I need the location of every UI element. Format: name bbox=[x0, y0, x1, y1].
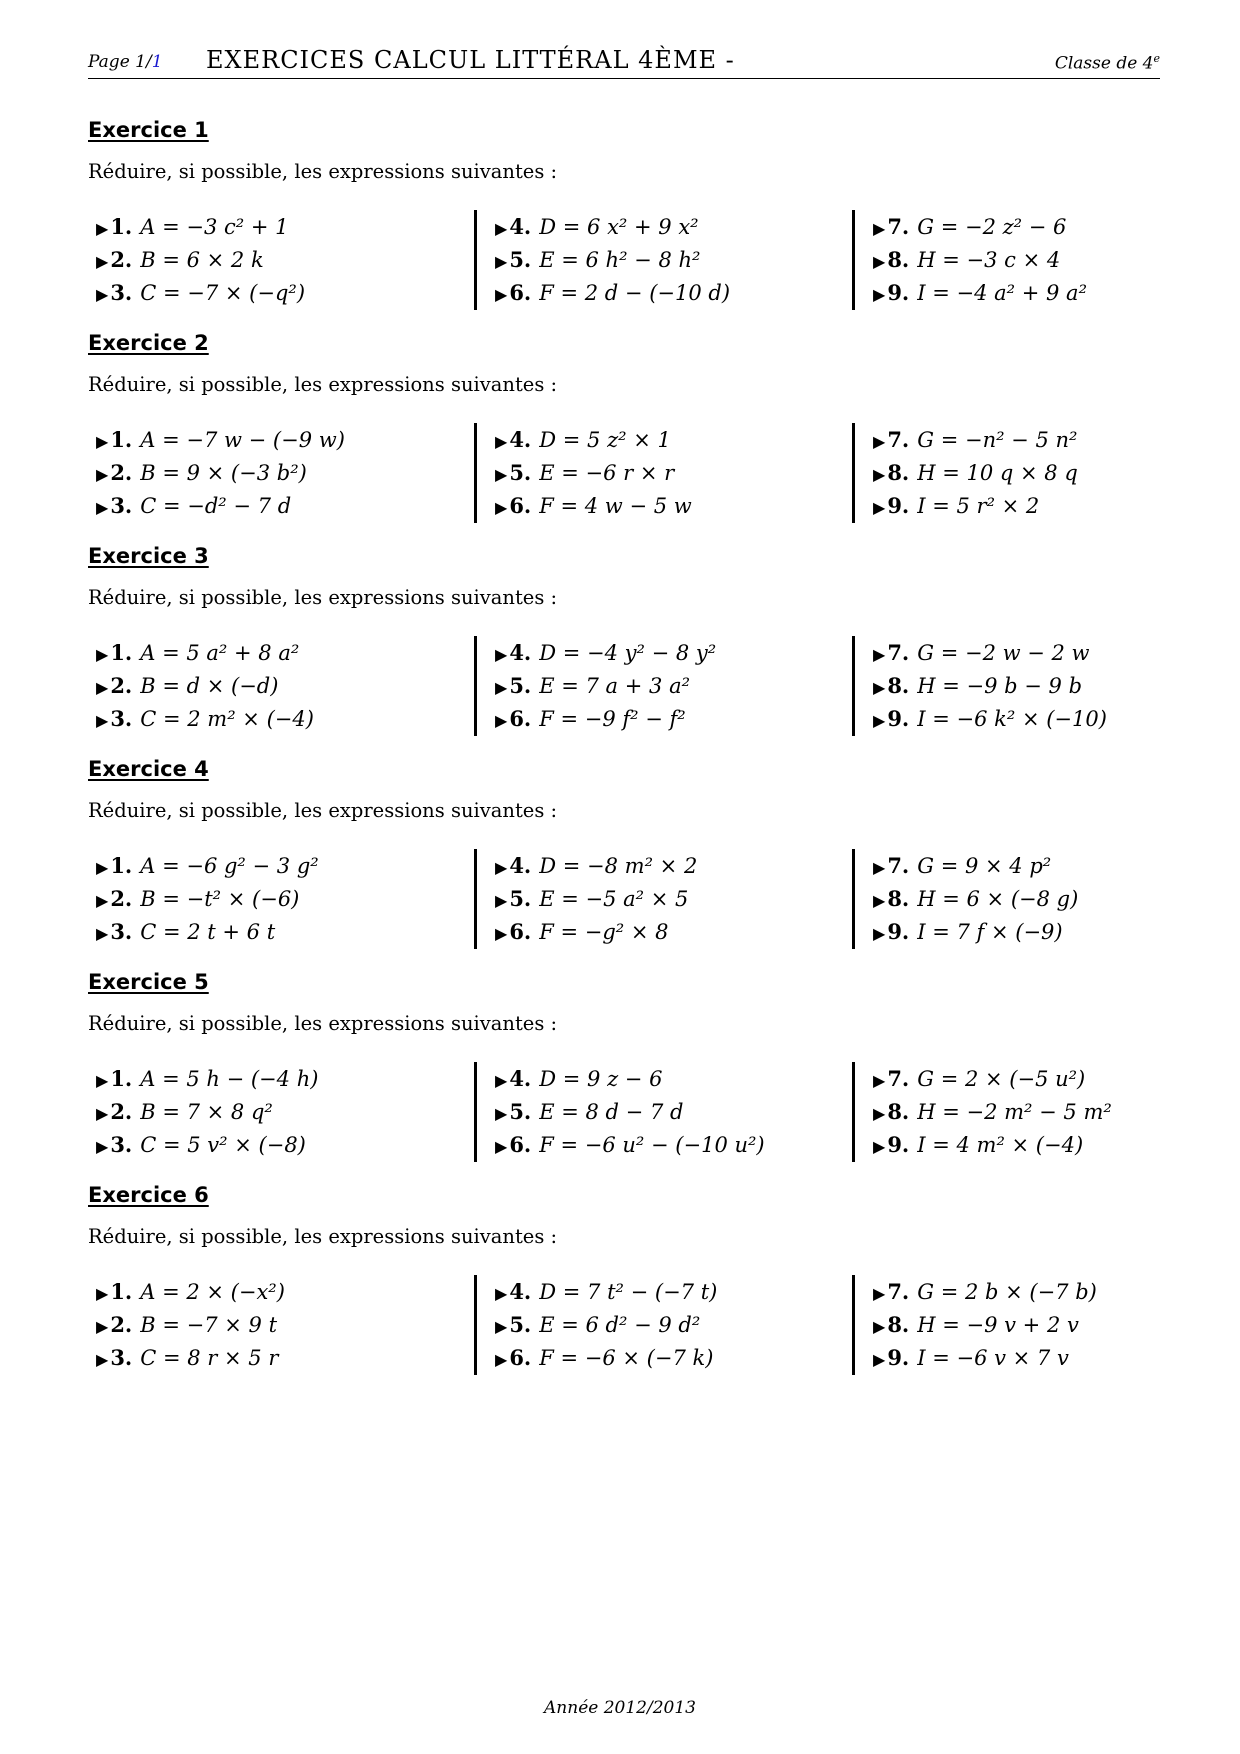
expression-column bbox=[96, 849, 456, 948]
item-expression: A = −7 w − (−9 w) bbox=[140, 428, 345, 452]
item-expression: E = −5 a² × 5 bbox=[539, 887, 689, 911]
item-expression: E = 6 h² − 8 h² bbox=[539, 248, 701, 272]
item-expression: F = −6 u² − (−10 u²) bbox=[539, 1133, 765, 1157]
exercise-title: Exercice 3 bbox=[88, 544, 209, 568]
exercise-title: Exercice 2 bbox=[88, 331, 209, 355]
expression-item bbox=[873, 456, 1233, 489]
item-number: ▶ 7. bbox=[873, 1279, 909, 1304]
expression-item bbox=[873, 669, 1233, 702]
expression-column bbox=[852, 1062, 1233, 1162]
expression-item bbox=[873, 1275, 1233, 1308]
item-expression: H = −2 m² − 5 m² bbox=[917, 1100, 1112, 1124]
expression-column bbox=[96, 1275, 456, 1374]
expression-column bbox=[474, 1062, 855, 1162]
class-superscript: e bbox=[1153, 52, 1160, 65]
item-expression: C = −d² − 7 d bbox=[140, 494, 292, 518]
item-expression: H = −3 c × 4 bbox=[917, 248, 1061, 272]
item-number: ▶ 8. bbox=[873, 1312, 909, 1337]
expression-item bbox=[495, 489, 855, 522]
expression-item bbox=[96, 1095, 456, 1128]
expression-item bbox=[873, 702, 1233, 735]
expression-column bbox=[852, 636, 1233, 736]
expression-item bbox=[96, 1308, 456, 1341]
item-number: ▶ 4. bbox=[495, 1279, 531, 1304]
item-number: ▶ 5. bbox=[495, 460, 531, 485]
item-number: ▶ 5. bbox=[495, 673, 531, 698]
expression-column bbox=[96, 1062, 456, 1161]
item-expression: G = 2 × (−5 u²) bbox=[917, 1067, 1086, 1091]
item-expression: C = 5 v² × (−8) bbox=[140, 1133, 306, 1157]
exercise-title: Exercice 1 bbox=[88, 118, 209, 142]
expression-item bbox=[96, 1128, 456, 1161]
item-number: ▶ 3. bbox=[96, 1345, 132, 1370]
item-expression: E = 6 d² − 9 d² bbox=[539, 1313, 701, 1337]
item-number: ▶ 8. bbox=[873, 886, 909, 911]
item-expression: B = d × (−d) bbox=[140, 674, 279, 698]
item-expression: E = 7 a + 3 a² bbox=[539, 674, 691, 698]
item-expression: I = 7 f × (−9) bbox=[917, 920, 1063, 944]
item-expression: B = 7 × 8 q² bbox=[140, 1100, 273, 1124]
item-expression: B = −t² × (−6) bbox=[140, 887, 300, 911]
item-number: ▶ 1. bbox=[96, 1279, 132, 1304]
expression-item bbox=[495, 1341, 855, 1374]
expression-item bbox=[495, 1095, 855, 1128]
expression-item bbox=[96, 243, 456, 276]
expression-item bbox=[495, 849, 855, 882]
expression-item bbox=[96, 849, 456, 882]
item-expression: D = 6 x² + 9 x² bbox=[539, 215, 699, 239]
expression-column bbox=[96, 423, 456, 522]
item-number: ▶ 1. bbox=[96, 1066, 132, 1091]
expression-item bbox=[96, 276, 456, 309]
item-expression: C = 2 m² × (−4) bbox=[140, 707, 314, 731]
item-expression: G = 2 b × (−7 b) bbox=[917, 1280, 1097, 1304]
item-number: ▶ 1. bbox=[96, 214, 132, 239]
item-expression: A = 5 a² + 8 a² bbox=[140, 641, 300, 665]
item-expression: B = −7 × 9 t bbox=[140, 1313, 278, 1337]
item-number: ▶ 7. bbox=[873, 853, 909, 878]
expression-item bbox=[873, 1095, 1233, 1128]
expression-item bbox=[96, 423, 456, 456]
item-number: ▶ 7. bbox=[873, 1066, 909, 1091]
item-number: ▶ 4. bbox=[495, 1066, 531, 1091]
item-expression: E = −6 r × r bbox=[539, 461, 675, 485]
item-expression: D = 7 t² − (−7 t) bbox=[539, 1280, 718, 1304]
item-expression: A = −6 g² − 3 g² bbox=[140, 854, 319, 878]
exercise-title: Exercice 5 bbox=[88, 970, 209, 994]
item-expression: D = −4 y² − 8 y² bbox=[539, 641, 717, 665]
expression-item bbox=[873, 915, 1233, 948]
expression-column bbox=[474, 210, 855, 310]
expression-item bbox=[96, 702, 456, 735]
expression-item bbox=[495, 915, 855, 948]
item-number: ▶ 5. bbox=[495, 886, 531, 911]
expression-item bbox=[873, 849, 1233, 882]
expression-item bbox=[495, 1128, 855, 1161]
expression-column bbox=[852, 1275, 1233, 1375]
item-expression: D = 9 z − 6 bbox=[539, 1067, 663, 1091]
exercise-instruction: Réduire, si possible, les expressions suivantes : bbox=[88, 1225, 558, 1248]
item-number: ▶ 3. bbox=[96, 706, 132, 731]
expression-item bbox=[873, 489, 1233, 522]
item-number: ▶ 6. bbox=[495, 280, 531, 305]
item-number: ▶ 4. bbox=[495, 640, 531, 665]
exercise-instruction: Réduire, si possible, les expressions suivantes : bbox=[88, 586, 558, 609]
item-expression: I = 4 m² × (−4) bbox=[917, 1133, 1084, 1157]
item-number: ▶ 3. bbox=[96, 919, 132, 944]
expression-item bbox=[96, 915, 456, 948]
item-expression: I = −6 v × 7 v bbox=[917, 1346, 1069, 1370]
expression-item bbox=[495, 423, 855, 456]
item-expression: H = 6 × (−8 g) bbox=[917, 887, 1079, 911]
expression-item bbox=[96, 669, 456, 702]
exercise-instruction: Réduire, si possible, les expressions suivantes : bbox=[88, 160, 558, 183]
expression-item bbox=[873, 1308, 1233, 1341]
item-number: ▶ 2. bbox=[96, 247, 132, 272]
expression-column bbox=[96, 210, 456, 309]
expression-item bbox=[96, 489, 456, 522]
item-expression: G = −2 z² − 6 bbox=[917, 215, 1067, 239]
item-number: ▶ 2. bbox=[96, 1312, 132, 1337]
expression-column bbox=[474, 423, 855, 523]
item-number: ▶ 8. bbox=[873, 247, 909, 272]
item-number: ▶ 8. bbox=[873, 673, 909, 698]
expression-item bbox=[495, 882, 855, 915]
item-expression: B = 6 × 2 k bbox=[140, 248, 264, 272]
exercise-title: Exercice 4 bbox=[88, 757, 209, 781]
item-number: ▶ 2. bbox=[96, 1099, 132, 1124]
expression-item bbox=[96, 1062, 456, 1095]
expression-column bbox=[96, 636, 456, 735]
item-expression: A = −3 c² + 1 bbox=[140, 215, 289, 239]
page-footer: Année 2012/2013 bbox=[544, 1698, 696, 1718]
expression-item bbox=[495, 210, 855, 243]
item-expression: I = −6 k² × (−10) bbox=[917, 707, 1107, 731]
page-header bbox=[88, 44, 1160, 79]
page-title: EXERCICES CALCUL LITTÉRAL 4ÈME - bbox=[206, 46, 735, 74]
item-expression: G = 9 × 4 p² bbox=[917, 854, 1052, 878]
item-expression: H = −9 v + 2 v bbox=[917, 1313, 1079, 1337]
item-number: ▶ 9. bbox=[873, 280, 909, 305]
expression-item bbox=[873, 636, 1233, 669]
item-expression: A = 5 h − (−4 h) bbox=[140, 1067, 319, 1091]
expression-item bbox=[495, 276, 855, 309]
item-number: ▶ 1. bbox=[96, 427, 132, 452]
item-number: ▶ 6. bbox=[495, 1132, 531, 1157]
expression-item bbox=[495, 1062, 855, 1095]
item-expression: C = 2 t + 6 t bbox=[140, 920, 276, 944]
item-number: ▶ 7. bbox=[873, 640, 909, 665]
expression-item bbox=[495, 636, 855, 669]
expression-item bbox=[873, 1128, 1233, 1161]
item-number: ▶ 2. bbox=[96, 673, 132, 698]
page-total-link[interactable]: 1 bbox=[151, 52, 163, 72]
item-expression: F = 4 w − 5 w bbox=[539, 494, 692, 518]
item-expression: F = −g² × 8 bbox=[539, 920, 669, 944]
expression-item bbox=[495, 243, 855, 276]
item-number: ▶ 4. bbox=[495, 853, 531, 878]
expression-item bbox=[873, 1062, 1233, 1095]
item-number: ▶ 6. bbox=[495, 493, 531, 518]
item-expression: C = 8 r × 5 r bbox=[140, 1346, 279, 1370]
expression-item bbox=[873, 423, 1233, 456]
expression-column bbox=[852, 849, 1233, 949]
item-number: ▶ 3. bbox=[96, 280, 132, 305]
expression-column bbox=[474, 1275, 855, 1375]
item-expression: D = 5 z² × 1 bbox=[539, 428, 671, 452]
item-expression: G = −n² − 5 n² bbox=[917, 428, 1078, 452]
exercise-instruction: Réduire, si possible, les expressions suivantes : bbox=[88, 799, 558, 822]
expression-item bbox=[873, 210, 1233, 243]
expression-item bbox=[873, 276, 1233, 309]
expression-item bbox=[96, 456, 456, 489]
item-number: ▶ 7. bbox=[873, 427, 909, 452]
item-expression: F = −6 × (−7 k) bbox=[539, 1346, 714, 1370]
expression-item bbox=[495, 1308, 855, 1341]
exercise-instruction: Réduire, si possible, les expressions suivantes : bbox=[88, 373, 558, 396]
item-number: ▶ 9. bbox=[873, 706, 909, 731]
item-expression: F = −9 f² − f² bbox=[539, 707, 686, 731]
item-expression: H = −9 b − 9 b bbox=[917, 674, 1083, 698]
item-number: ▶ 3. bbox=[96, 1132, 132, 1157]
item-number: ▶ 5. bbox=[495, 1099, 531, 1124]
item-expression: G = −2 w − 2 w bbox=[917, 641, 1090, 665]
expression-column bbox=[852, 423, 1233, 523]
class-label bbox=[1055, 52, 1160, 74]
item-number: ▶ 5. bbox=[495, 1312, 531, 1337]
item-number: ▶ 9. bbox=[873, 1132, 909, 1157]
item-number: ▶ 4. bbox=[495, 427, 531, 452]
exercise-title: Exercice 6 bbox=[88, 1183, 209, 1207]
page-number bbox=[88, 52, 163, 72]
item-expression: B = 9 × (−3 b²) bbox=[140, 461, 307, 485]
item-number: ▶ 9. bbox=[873, 1345, 909, 1370]
expression-item bbox=[96, 882, 456, 915]
page-label: Page 1/ bbox=[88, 52, 152, 72]
item-expression: I = −4 a² + 9 a² bbox=[917, 281, 1087, 305]
item-number: ▶ 9. bbox=[873, 919, 909, 944]
item-number: ▶ 9. bbox=[873, 493, 909, 518]
class-text: Classe de 4 bbox=[1054, 53, 1154, 74]
expression-item bbox=[873, 882, 1233, 915]
item-expression: D = −8 m² × 2 bbox=[539, 854, 698, 878]
expression-item bbox=[495, 669, 855, 702]
expression-column bbox=[474, 849, 855, 949]
item-expression: F = 2 d − (−10 d) bbox=[539, 281, 731, 305]
item-number: ▶ 3. bbox=[96, 493, 132, 518]
item-number: ▶ 8. bbox=[873, 460, 909, 485]
expression-item bbox=[96, 1341, 456, 1374]
item-number: ▶ 1. bbox=[96, 853, 132, 878]
item-expression: A = 2 × (−x²) bbox=[140, 1280, 285, 1304]
item-expression: H = 10 q × 8 q bbox=[917, 461, 1078, 485]
item-number: ▶ 2. bbox=[96, 886, 132, 911]
expression-item bbox=[873, 243, 1233, 276]
item-number: ▶ 7. bbox=[873, 214, 909, 239]
expression-item bbox=[96, 1275, 456, 1308]
item-expression: E = 8 d − 7 d bbox=[539, 1100, 684, 1124]
item-number: ▶ 6. bbox=[495, 919, 531, 944]
item-expression: C = −7 × (−q²) bbox=[140, 281, 306, 305]
expression-item bbox=[495, 1275, 855, 1308]
exercise-instruction: Réduire, si possible, les expressions suivantes : bbox=[88, 1012, 558, 1035]
expression-item bbox=[96, 210, 456, 243]
item-number: ▶ 6. bbox=[495, 706, 531, 731]
item-number: ▶ 8. bbox=[873, 1099, 909, 1124]
item-number: ▶ 6. bbox=[495, 1345, 531, 1370]
item-expression: I = 5 r² × 2 bbox=[917, 494, 1040, 518]
expression-column bbox=[474, 636, 855, 736]
item-number: ▶ 2. bbox=[96, 460, 132, 485]
expression-item bbox=[96, 636, 456, 669]
item-number: ▶ 5. bbox=[495, 247, 531, 272]
expression-item bbox=[873, 1341, 1233, 1374]
item-number: ▶ 1. bbox=[96, 640, 132, 665]
expression-column bbox=[852, 210, 1233, 310]
item-number: ▶ 4. bbox=[495, 214, 531, 239]
expression-item bbox=[495, 702, 855, 735]
expression-item bbox=[495, 456, 855, 489]
